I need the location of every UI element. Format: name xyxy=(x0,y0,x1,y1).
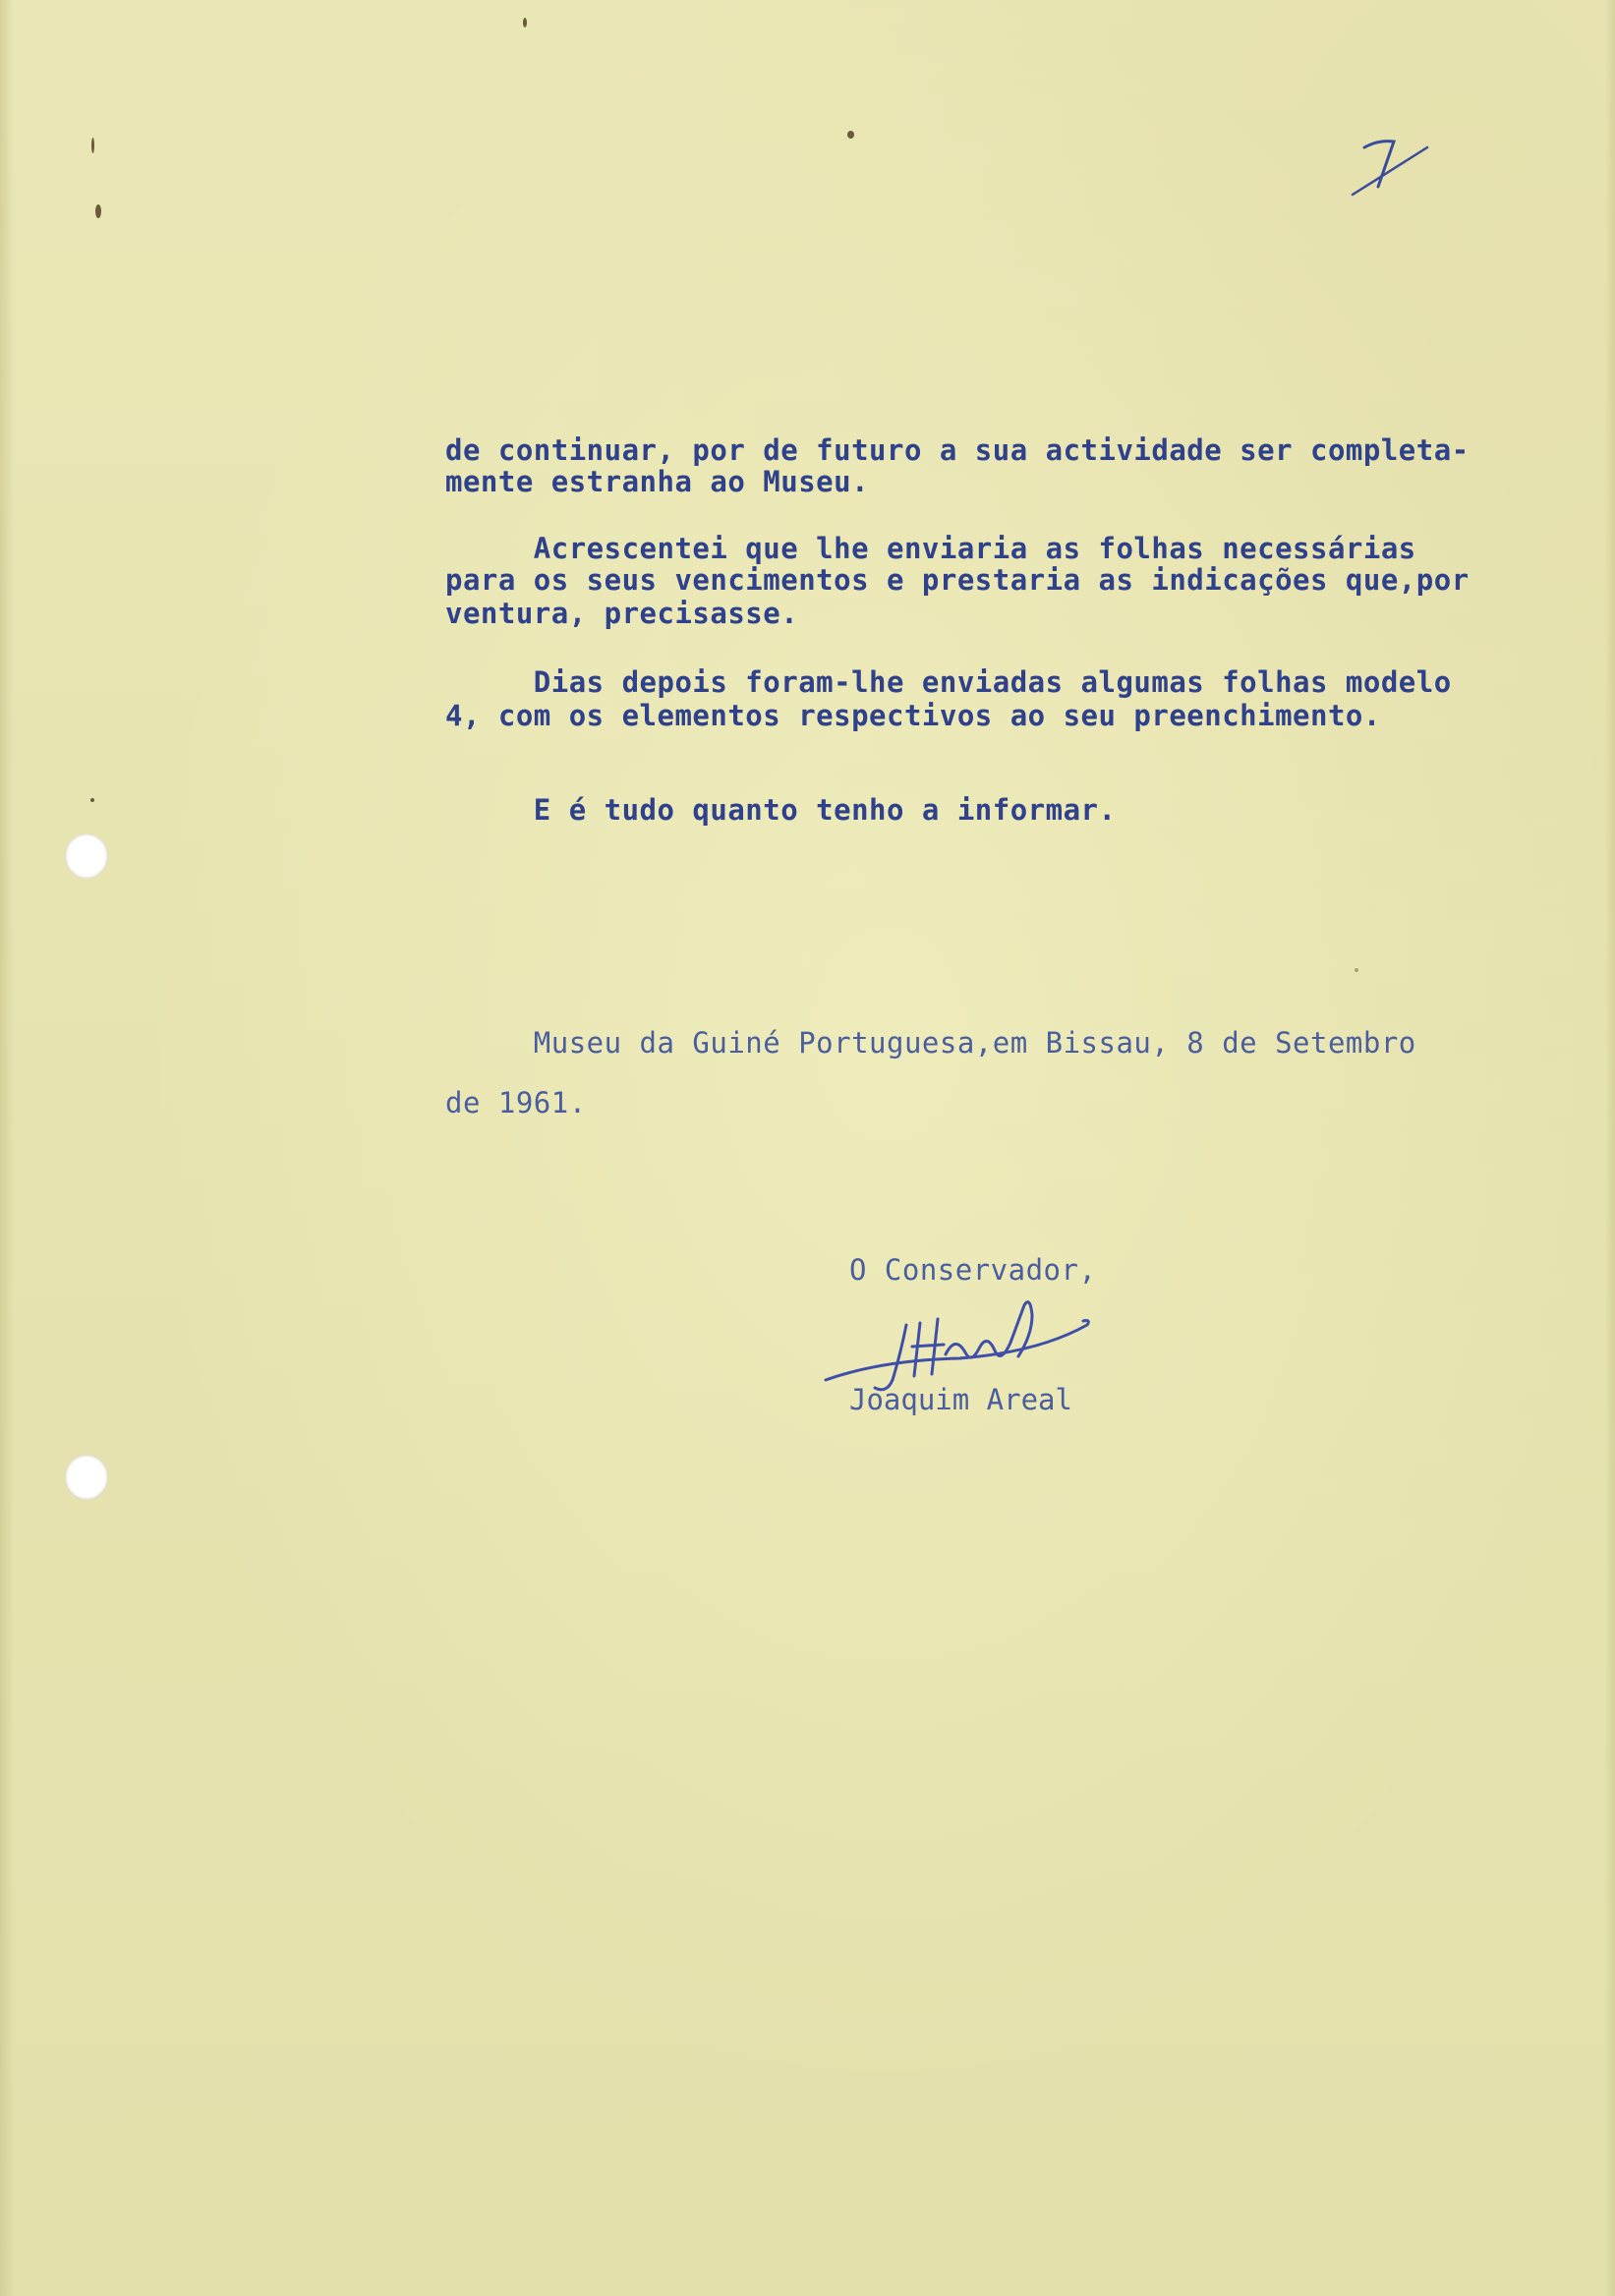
punch-hole-top xyxy=(65,833,108,879)
paper-edge-left xyxy=(0,0,14,2296)
place-date-line-2: de 1961. xyxy=(445,1086,587,1119)
paper-speck xyxy=(91,138,94,153)
paper-speck xyxy=(1355,968,1358,972)
paragraph-4-line-1: E é tudo quanto tenho a informar. xyxy=(445,793,1117,827)
handwritten-page-number xyxy=(1349,118,1437,206)
paragraph-2-line-3: ventura, precisasse. xyxy=(445,597,799,630)
paragraph-2-line-1: Acrescentei que lhe enviaria as folhas necessárias xyxy=(445,532,1416,565)
paragraph-3-line-1: Dias depois foram-lhe enviadas algumas folhas modelo xyxy=(445,665,1452,699)
paragraph-1-line-2: mente estranha ao Museu. xyxy=(445,465,870,498)
paragraph-3-line-2: 4, com os elementos respectivos ao seu preenchimento. xyxy=(445,699,1381,732)
paper-speck xyxy=(90,798,94,802)
punch-hole-bottom xyxy=(65,1455,108,1500)
paper-edge-right xyxy=(1605,0,1615,2296)
place-date-line-1: Museu da Guiné Portuguesa,em Bissau, 8 de Setembro xyxy=(445,1026,1416,1060)
paper-speck xyxy=(847,131,854,139)
signature-title: O Conservador, xyxy=(849,1253,1097,1287)
paper-speck xyxy=(95,204,101,218)
paragraph-2-line-2: para os seus vencimentos e prestaria as indicações que,por xyxy=(445,563,1470,597)
paragraph-1-line-1: de continuar, por de futuro a sua actividade ser completa- xyxy=(445,433,1470,467)
paper-speck xyxy=(523,18,527,28)
signatory-name: Joaquim Areal xyxy=(849,1383,1072,1416)
